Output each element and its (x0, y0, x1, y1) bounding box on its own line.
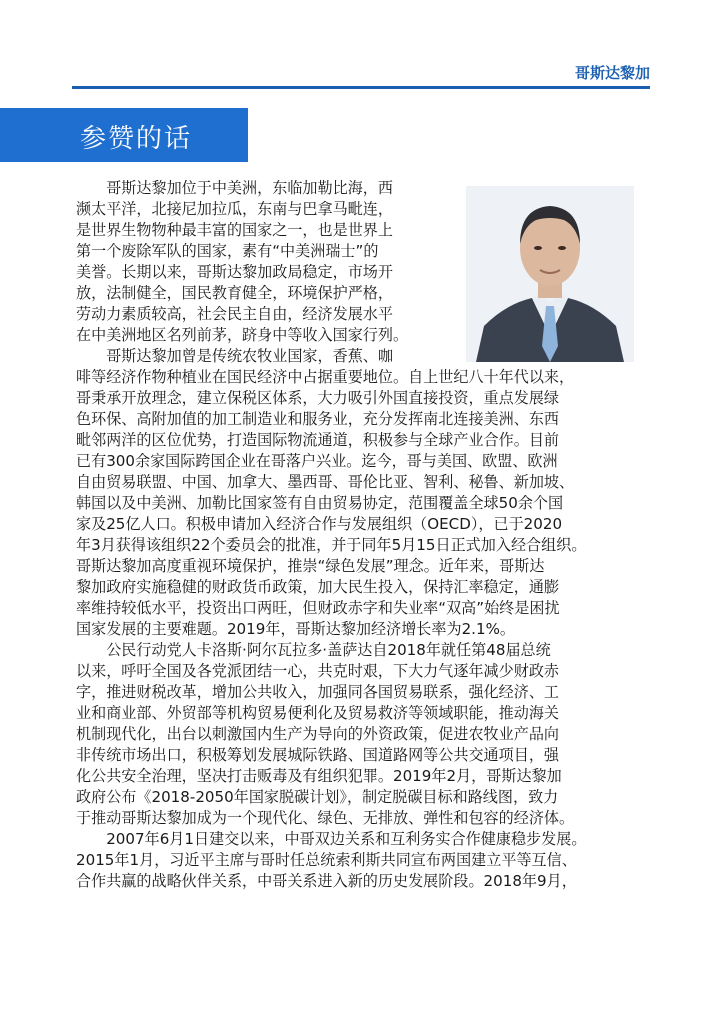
header-rule (72, 86, 650, 89)
body-line: 哥斯达黎加位于中美洲，东临加勒比海，西 (76, 179, 393, 197)
body-line: 哥斯达黎加高度重视环境保护，推崇“绿色发展”理念。近年来，哥斯达 (76, 557, 545, 575)
body-line: 政府公布《2018-2050年国家脱碳计划》，制定脱碳目标和路线图，致力 (76, 788, 559, 806)
body-line: 哥秉承开放理念，建立保税区体系，大力吸引外国直接投资，重点发展绿 (76, 389, 560, 407)
body-line: 合作共赢的战略伙伴关系，中哥关系进入新的历史发展阶段。2018年9月， (76, 872, 577, 890)
running-head-title: 哥斯达黎加 (574, 64, 650, 82)
body-line: 放，法制健全，国民教育健全，环境保护严格， (76, 284, 393, 302)
body-line: 2007年6月1日建交以来，中哥双边关系和互利务实合作健康稳步发展。 (76, 830, 587, 848)
body-line: 美誉。长期以来，哥斯达黎加政局稳定，市场开 (76, 263, 393, 281)
body-line: 第一个废除军队的国家，素有“中美洲瑞士”的 (76, 242, 379, 260)
body-line: 以来，呼吁全国及各党派团结一心，共克时艰，下大力气逐年减少财政赤 (76, 662, 560, 680)
body-line: 于推动哥斯达黎加成为一个现代化、绿色、无排放、弹性和包容的经济体。 (76, 809, 575, 827)
section-title: 参赞的话 (80, 124, 193, 154)
body-line: 是世界生物物种最丰富的国家之一，也是世界上 (76, 221, 393, 239)
body-line: 哥斯达黎加曾是传统农牧业国家，香蕉、咖 (76, 347, 393, 365)
body-line: 在中美洲地区名列前茅，跻身中等收入国家行列。 (76, 326, 409, 344)
body-line: 年3月获得该组织22个委员会的批准，并于同年5月15日正式加入经合组织。 (76, 536, 587, 554)
body-line: 业和商业部、外贸部等机构贸易便利化及贸易救济等领域职能，推动海关 (76, 704, 560, 722)
body-line: 色环保、高附加值的加工制造业和服务业，充分发挥南北连接美洲、东西 (76, 410, 560, 428)
body-line: 非传统市场出口，积极筹划发展城际铁路、国道路网等公共交通项目，强 (76, 746, 560, 764)
body-line: 毗邻两洋的区位优势，打造国际物流通道，积极参与全球产业合作。目前 (76, 431, 560, 449)
body-line: 字，推进财税改革，增加公共收入，加强同各国贸易联系，强化经济、工 (76, 683, 560, 701)
body-line: 已有300余家国际跨国企业在哥落户兴业。迄今，哥与美国、欧盟、欧洲 (76, 452, 558, 470)
body-line: 黎加政府实施稳健的财政货币政策，加大民生投入，保持汇率稳定，通膨 (76, 578, 560, 596)
article-body (76, 178, 661, 892)
body-line: 机制现代化，出台以刺激国内生产为导向的外资政策，促进农牧业产品向 (76, 725, 560, 743)
body-line: 化公共安全治理，坚决打击贩毒及有组织犯罪。2019年2月，哥斯达黎加 (76, 767, 562, 785)
body-line: 啡等经济作物种植业在国民经济中占据重要地位。自上世纪八十年代以来， (76, 368, 575, 386)
body-line: 自由贸易联盟、中国、加拿大、墨西哥、哥伦比亚、智利、秘鲁、新加坡、 (76, 473, 575, 491)
body-line: 家及25亿人口。积极申请加入经济合作与发展组织（OECD），已于2020 (76, 515, 563, 533)
body-line: 2015年1月，习近平主席与哥时任总统索利斯共同宣布两国建立平等互信、 (76, 851, 577, 869)
body-line: 濒太平洋，北接尼加拉瓜，东南与巴拿马毗连， (76, 200, 393, 218)
body-line: 韩国以及中美洲、加勒比国家签有自由贸易协定，范围覆盖全球50余个国 (76, 494, 564, 512)
body-line: 国家发展的主要难题。2019年，哥斯达黎加经济增长率为2.1%。 (76, 620, 516, 638)
body-line: 率维持较低水平，投资出口两旺，但财政赤字和失业率“双高”始终是困扰 (76, 599, 560, 617)
body-line: 劳动力素质较高，社会民主自由，经济发展水平 (76, 305, 393, 323)
body-line: 公民行动党人卡洛斯·阿尔瓦拉多·盖萨达自2018年就任第48届总统 (76, 641, 551, 659)
